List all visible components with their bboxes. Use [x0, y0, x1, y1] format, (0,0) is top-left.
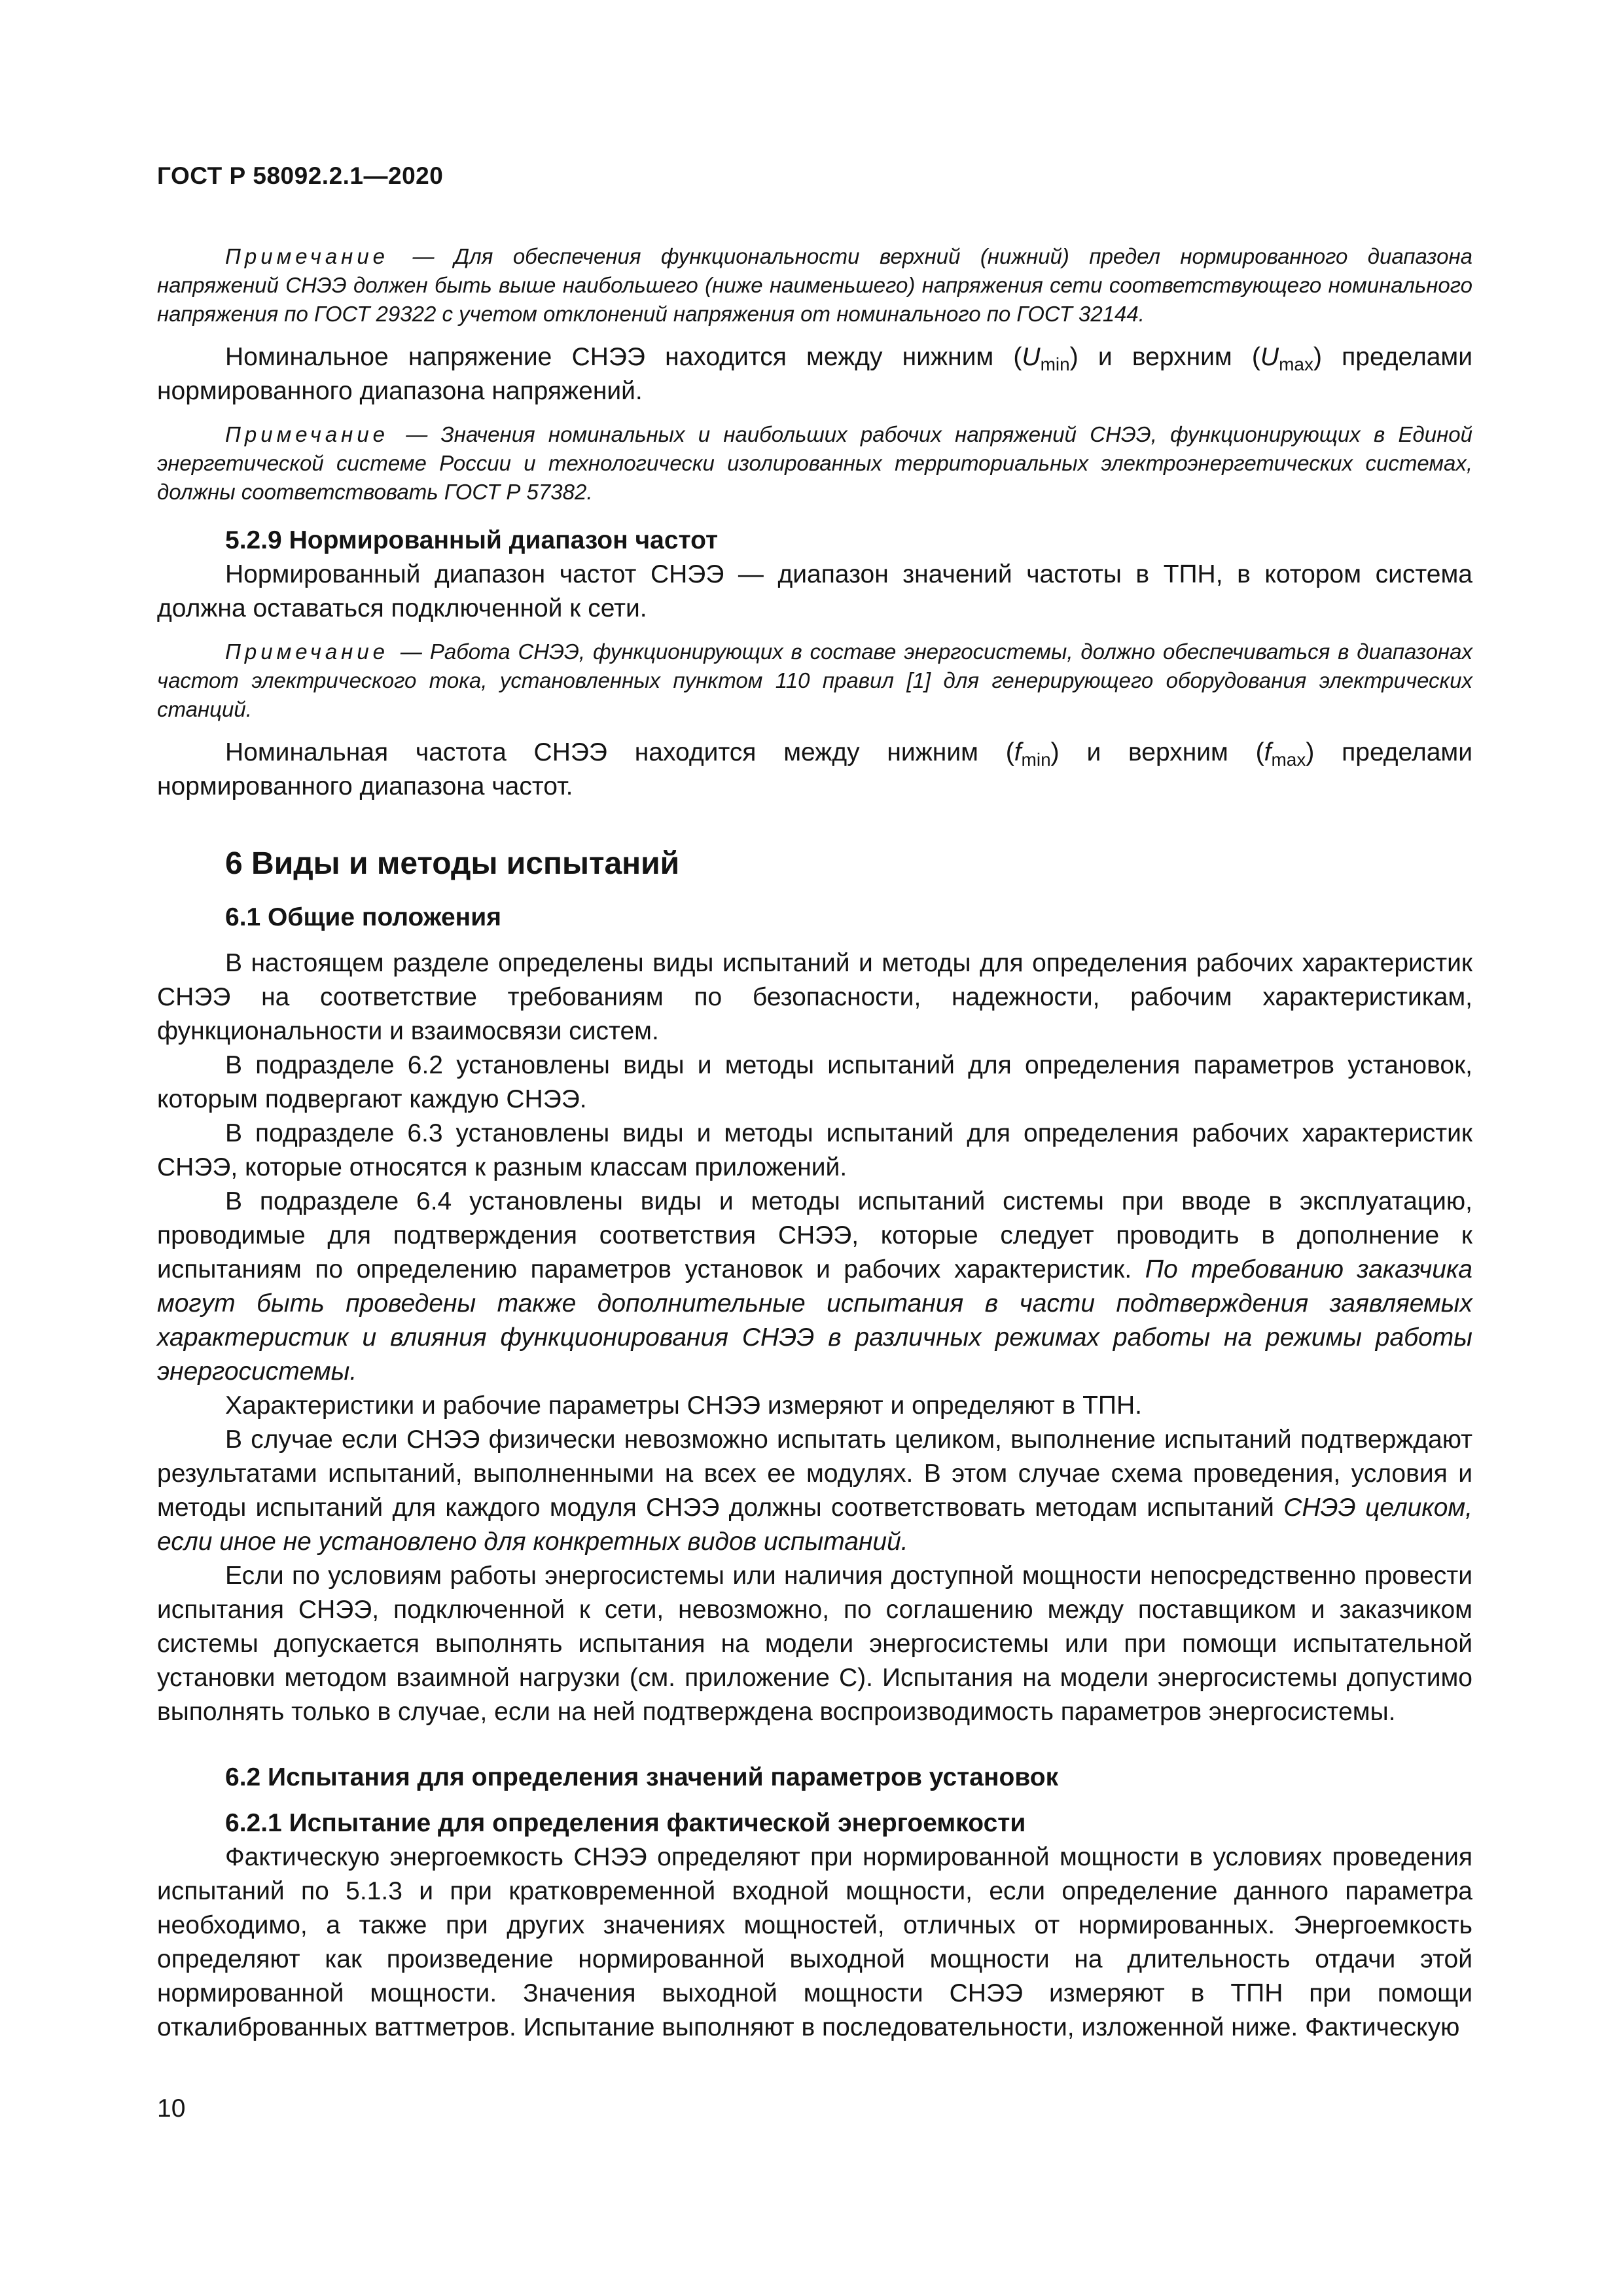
- subscript-min: min: [1021, 749, 1051, 770]
- paragraph-6-2-scope: В подразделе 6.2 установлены виды и методы испытаний для определения параметров установок, которым подвергают каждую СНЭЭ.: [157, 1051, 1472, 1113]
- symbol-u: U: [1260, 343, 1279, 371]
- note-text: Работа СНЭЭ, функционирующих в составе энергосистемы, должно обеспечиваться в диапазонах частот электрического тока, установленных пунктом 110 правил [1] для генерирующего оборудования электрических станций.: [157, 639, 1472, 721]
- italic-text-run: СНЭЭ целиком, если иное не установлено для конкретных видов испытаний.: [157, 1494, 1472, 1556]
- note-upper-lower-limit: [157, 242, 1472, 329]
- section-6-2-1-heading: 6.2.1 Испытание для определения фактической энергоемкости: [225, 1809, 1026, 1837]
- paragraph-6-3-scope: В подразделе 6.3 установлены виды и методы испытаний для определения рабочих характеристик СНЭЭ, которые относятся к разным классам приложений.: [157, 1119, 1472, 1181]
- note-text: Значения номинальных и наибольших рабочих напряжений СНЭЭ, функционирующих в Единой энергетической системе России и технологически изолированных территориальных электроэнергетических системах, должны соответствовать ГОСТ Р 57382.: [157, 422, 1472, 504]
- note-frequency-operation: [157, 637, 1472, 724]
- paragraph-model-testing: Если по условиям работы энергосистемы или наличия доступной мощности непосредственно провести испытания СНЭЭ, подключенной к сети, невозможно, по соглашению между поставщиком и заказчиком системы допускается выполнять испытания на модели энергосистемы или при помощи испытательной установки методом взаимной нагрузки (см. приложение С). Испытания на модели энергосистемы допустимо выполнять только в случае, если на ней подтверждена воспроизводимость параметров энергосистемы.: [157, 1562, 1472, 1726]
- section-6-heading: 6 Виды и методы испытаний: [225, 846, 680, 881]
- paragraph-6-1-intro: В настоящем разделе определены виды испытаний и методы для определения рабочих характеристик СНЭЭ на соответствие требованиям по безопасности, надежности, рабочим характеристикам, функциональности и взаимосвязи систем.: [157, 949, 1472, 1045]
- text-run: Номинальное напряжение СНЭЭ находится между нижним (: [225, 343, 1022, 371]
- text-run: ) и верхним (: [1069, 343, 1260, 371]
- italic-text-run: По требованию заказчика могут быть проведены также дополнительные испытания в части подтверждения заявляемых характеристик и влияния функционирования СНЭЭ в различных режимах работы на режимы работы энергосистемы.: [157, 1255, 1472, 1386]
- text-run: В подразделе 6.4 установлены виды и методы испытаний системы при вводе в эксплуатацию, проводимые для подтверждения соответствия СНЭЭ, которые следует проводить в дополнение к испытаниям по определению параметров установок и рабочих характеристик.: [157, 1187, 1472, 1283]
- subscript-min: min: [1040, 354, 1070, 374]
- paragraph-measurement-point: Характеристики и рабочие параметры СНЭЭ измеряют и определяют в ТПН.: [225, 1391, 1142, 1420]
- document-code-header: ГОСТ Р 58092.2.1—2020: [157, 162, 444, 189]
- note-label: Примечание: [225, 639, 389, 664]
- page-number: 10: [157, 2094, 186, 2123]
- section-6-1-heading: 6.1 Общие положения: [225, 903, 501, 931]
- subscript-max: max: [1279, 354, 1313, 374]
- section-6-2-heading: 6.2 Испытания для определения значений параметров установок: [225, 1763, 1059, 1791]
- paragraph-6-4-scope: [157, 1185, 1472, 1389]
- text-run: ) пределами нормированного диапазона частот.: [157, 738, 1472, 800]
- note-dash: —: [393, 422, 441, 446]
- text-run: ) и верхним (: [1050, 738, 1264, 766]
- note-dash: —: [393, 639, 430, 664]
- symbol-f: f: [1264, 738, 1272, 766]
- note-label: Примечание: [225, 244, 389, 268]
- note-label: Примечание: [225, 422, 389, 446]
- text-run: В случае если СНЭЭ физически невозможно испытать целиком, выполнение испытаний подтверждают результатами испытаний, выполненными на всех ее модулях. В этом случае схема проведения, условия и методы испытаний для каждого модуля СНЭЭ должны соответствовать методам испытаний: [157, 1426, 1472, 1522]
- page-content: [157, 242, 1472, 2045]
- paragraph-frequency-range: Нормированный диапазон частот СНЭЭ — диапазон значений частоты в ТПН, в котором система должна оставаться подключенной к сети.: [157, 560, 1472, 622]
- note-dash: —: [393, 244, 454, 268]
- note-nominal-voltages: [157, 420, 1472, 507]
- text-run: Номинальная частота СНЭЭ находится между нижним (: [225, 738, 1014, 766]
- note-text: Для обеспечения функциональности верхний (нижний) предел нормированного диапазона напряжений СНЭЭ должен быть выше наибольшего (ниже наименьшего) напряжения сети соответствующего номинального напряжения по ГОСТ 29322 с учетом отклонений напряжения от номинального по ГОСТ 32144.: [157, 244, 1472, 326]
- subscript-max: max: [1271, 749, 1306, 770]
- symbol-u: U: [1022, 343, 1041, 371]
- paragraph-energy-capacity-test: Фактическую энергоемкость СНЭЭ определяют при нормированной мощности в условиях проведения испытаний по 5.1.3 и при кратковременной входной мощности, если определение данного параметра необходимо, а также при других значениях мощностей, отличных от нормированных. Энергоемкость определяют как произведение нормированной выходной мощности на длительность отдачи этой нормированной мощности. Значения выходной мощности СНЭЭ измеряют в ТПН при помощи откалиброванных ваттметров. Испытание выполняют в последовательности, изложенной ниже. Фактическую: [157, 1843, 1472, 2041]
- symbol-f: f: [1014, 738, 1022, 766]
- paragraph-nominal-voltage: [157, 340, 1472, 408]
- section-5-2-9-heading: 5.2.9 Нормированный диапазон частот: [225, 526, 719, 554]
- text-run: ) пределами нормированного диапазона напряжений.: [157, 343, 1472, 405]
- paragraph-module-testing: [157, 1423, 1472, 1559]
- paragraph-nominal-frequency: [157, 736, 1472, 804]
